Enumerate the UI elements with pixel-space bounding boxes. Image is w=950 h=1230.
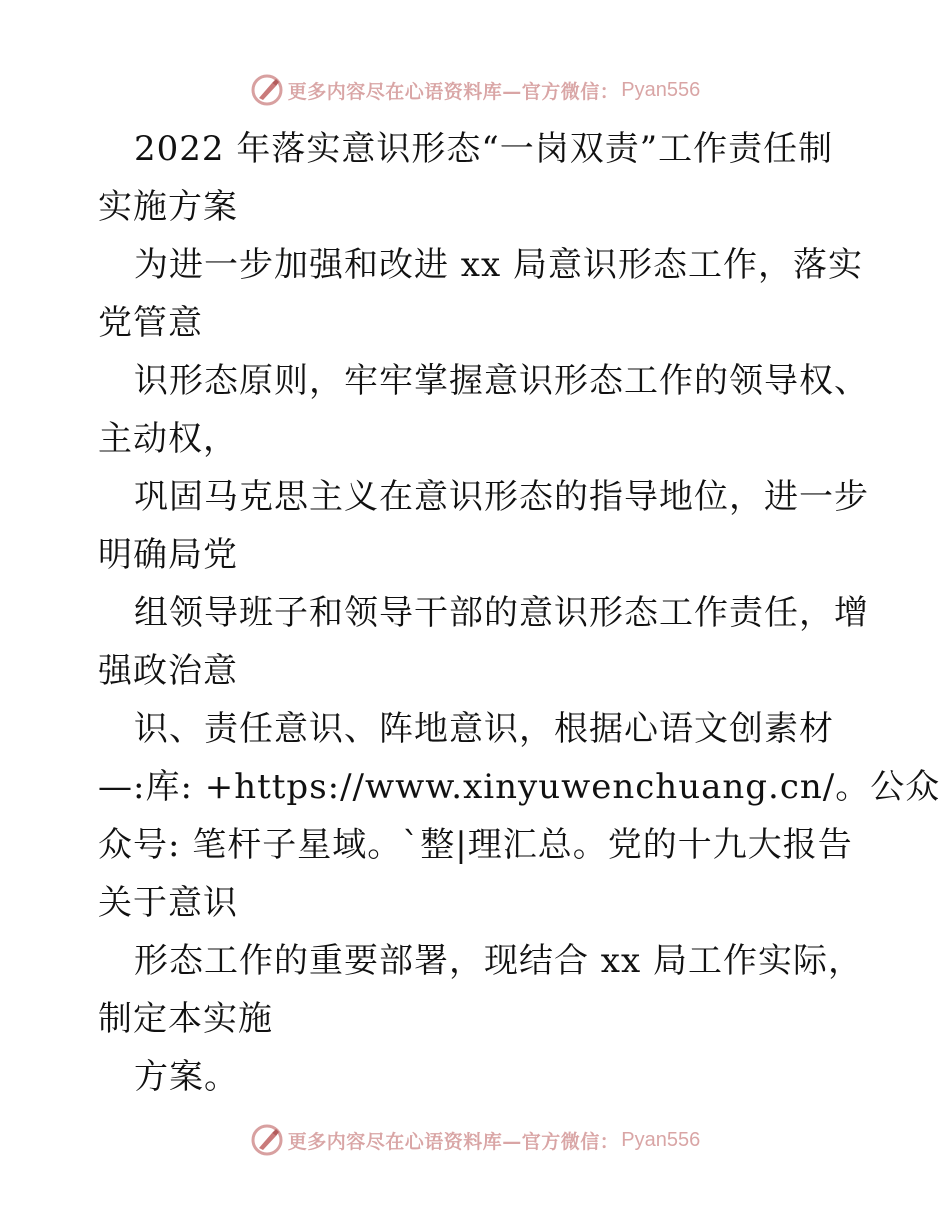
text-line: 制定本实施 — [98, 999, 273, 1039]
watermark-banner-bottom — [0, 1120, 950, 1160]
watermark-text: 更多内容尽在心语资料库—官方微信： — [287, 1130, 620, 1153]
text-line: 组领导班子和领导干部的意识形态工作责任，增 — [134, 593, 869, 633]
document-body — [98, 120, 941, 1106]
text-line: 为进一步加强和改进 xx 局意识形态工作，落实 — [134, 245, 863, 285]
watermark-handle: Pyan556 — [621, 78, 701, 101]
title-line-1: 2022 年落实意识形态“一岗双责”工作责任制 — [134, 129, 834, 169]
pen-logo-icon — [250, 1123, 284, 1157]
text-line: 主动权， — [98, 419, 238, 459]
text-line: 强政治意 — [98, 651, 238, 691]
pen-logo-icon — [250, 73, 284, 107]
text-line: 识形态原则，牢牢掌握意识形态工作的领导权、 — [134, 361, 869, 401]
title-line-2: 实施方案 — [98, 187, 238, 227]
text-line: 方案。 — [134, 1057, 239, 1097]
text-line: 关于意识 — [98, 883, 238, 923]
text-line: 形态工作的重要部署，现结合 xx 局工作实际， — [134, 941, 863, 981]
watermark-text: 更多内容尽在心语资料库—官方微信： — [287, 80, 620, 103]
text-line: 明确局党 — [98, 535, 238, 575]
text-line: 识、责任意识、阵地意识，根据心语文创素材 — [134, 709, 834, 749]
text-line: 众号: 笔杆子星域。`整|理汇总。党的十九大报告 — [98, 825, 853, 865]
text-line: 巩固马克思主义在意识形态的指导地位，进一步 — [134, 477, 869, 517]
text-line: 党管意 — [98, 303, 203, 343]
watermark-banner-top — [0, 70, 950, 110]
text-line-url: —:库: +https://www.xinyuwenchuang.cn/。公众 — [98, 767, 941, 807]
watermark-handle: Pyan556 — [621, 1128, 701, 1151]
